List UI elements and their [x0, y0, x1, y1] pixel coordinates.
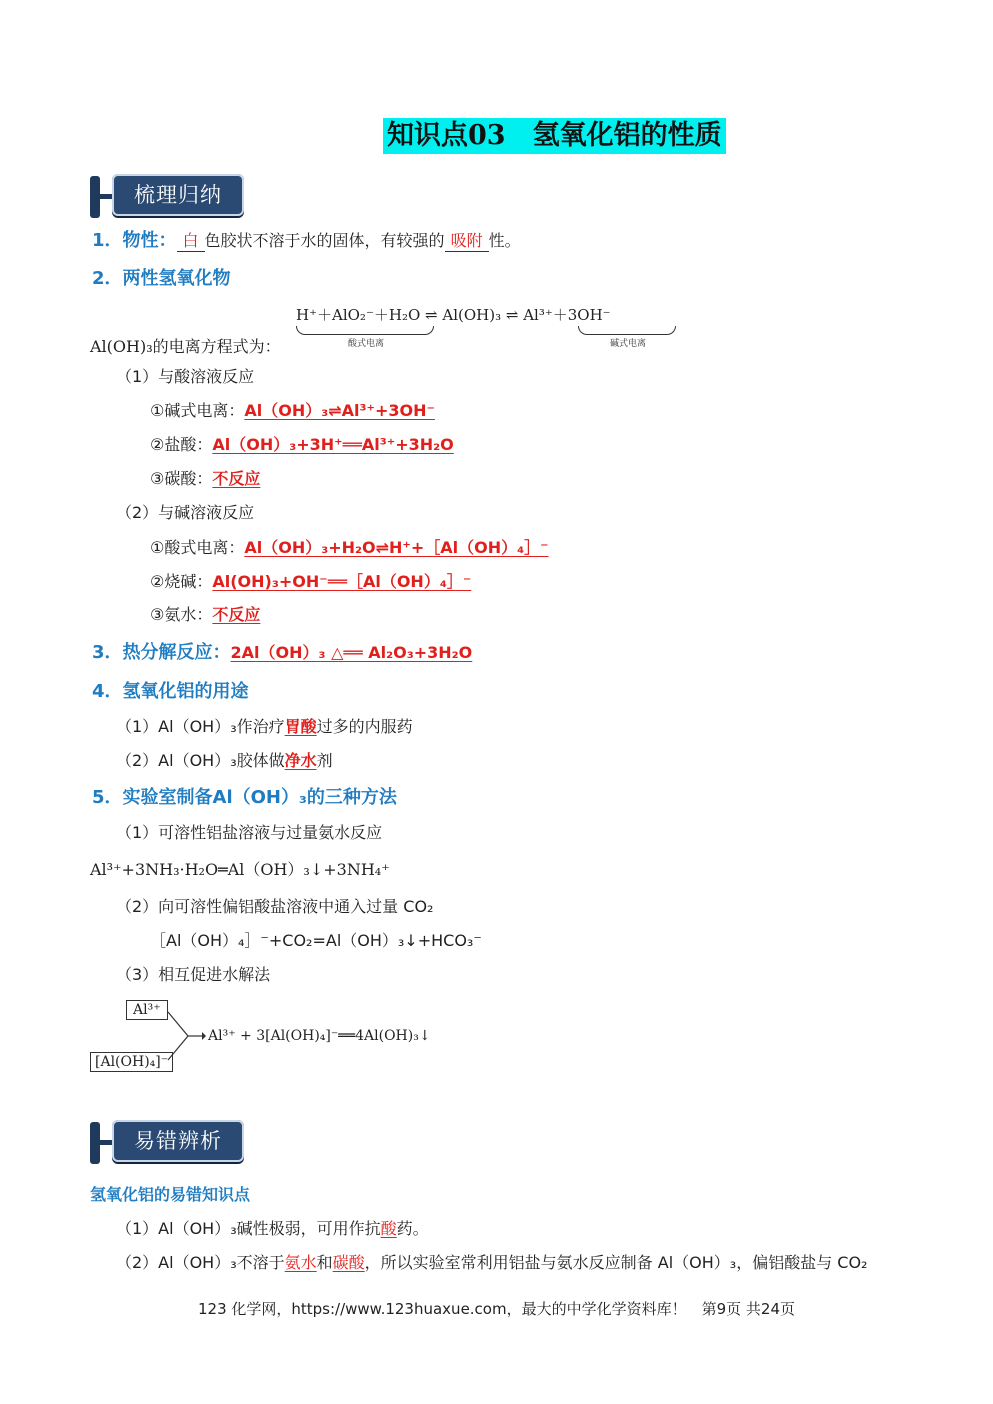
- heading-uses: 4．氢氧化铝的用途: [92, 681, 249, 702]
- page-footer: 123 化学网，https://www.123huaxue.com，最大的中学化学资料库！ 第9页 共24页: [197, 1300, 795, 1318]
- converge-arrows: [166, 1010, 206, 1064]
- heading-preparation: 5．实验室制备Al（OH）₃的三种方法: [92, 787, 397, 808]
- acid-reaction-heading: （1）与酸溶液反应: [116, 367, 255, 386]
- heading-amphoteric: 2．两性氢氧化物: [92, 268, 231, 289]
- base-item-2: ②烧碱：Al(OH)₃+OH⁻══［Al（OH）₄］⁻: [150, 572, 472, 591]
- banner-label: 梳理归纳: [112, 174, 244, 216]
- page-title: 知识点03 氢氧化铝的性质: [383, 118, 726, 154]
- error-item-2: （2）Al（OH）₃不溶于氨水和碳酸，所以实验室常利用铝盐与氨水反应制备 Al（OH）₃，偏铝酸盐与 CO₂: [116, 1253, 868, 1272]
- acid-item-3: ③碳酸：不反应: [150, 469, 261, 488]
- section-banner-summary: [90, 174, 250, 220]
- use-item-2: （2）Al（OH）₃胶体做净水剂: [116, 751, 333, 770]
- acid-ionization-label: 酸式电离: [348, 339, 385, 349]
- error-item-1: （1）Al（OH）₃碱性极弱，可用作抗酸药。: [116, 1219, 429, 1238]
- base-ionization-label: 碱式电离: [610, 339, 647, 349]
- base-reaction-heading: （2）与碱溶液反应: [116, 503, 255, 522]
- method-1: （1）可溶性铝盐溶液与过量氨水反应: [116, 823, 383, 842]
- al3-box: Al³⁺: [126, 1000, 168, 1020]
- item-physical-property: 1．物性： 白 色胶状不溶于水的固体，有较强的 吸附 性。: [92, 230, 521, 251]
- method-2: （2）向可溶性偏铝酸盐溶液中通入过量 CO₂: [116, 897, 434, 916]
- base-item-1: ①酸式电离：Al（OH）₃+H₂O⇌H⁺+［Al（OH）₄］⁻: [150, 538, 549, 557]
- method-2-equation: ［Al（OH）₄］⁻+CO₂=Al（OH）₃↓+HCO₃⁻: [150, 931, 482, 950]
- use-item-1: （1）Al（OH）₃作治疗胃酸过多的内服药: [116, 717, 413, 736]
- banner-label: 易错辨析: [112, 1120, 244, 1162]
- errors-heading: 氢氧化铝的易错知识点: [90, 1185, 251, 1204]
- acid-item-2: ②盐酸：Al（OH）₃+3H⁺══Al³⁺+3H₂O: [150, 435, 454, 454]
- method-1-equation: Al³⁺+3NH₃·H₂O═Al（OH）₃↓+3NH₄⁺: [90, 860, 390, 879]
- ionization-diagram: H⁺＋AlO₂⁻＋H₂O ⇌ Al(OH)₃ ⇌ Al³⁺＋3OH⁻: [296, 306, 611, 324]
- aluminate-box: [Al(OH)₄]⁻: [90, 1052, 173, 1072]
- acid-item-1: ①碱式电离：Al（OH）₃⇌Al³⁺+3OH⁻: [150, 401, 435, 420]
- base-item-3: ③氨水：不反应: [150, 605, 261, 624]
- hydrolysis-equation: Al³⁺ + 3[Al(OH)₄]⁻══4Al(OH)₃↓: [208, 1028, 431, 1044]
- method-3: （3）相互促进水解法: [116, 965, 271, 984]
- ionization-intro: Al(OH)₃的电离方程式为：: [90, 337, 281, 356]
- section-banner-errors: [90, 1120, 250, 1166]
- item-thermal-decomposition: 3．热分解反应：2Al（OH）₃ △══ Al₂O₃+3H₂O: [92, 642, 473, 663]
